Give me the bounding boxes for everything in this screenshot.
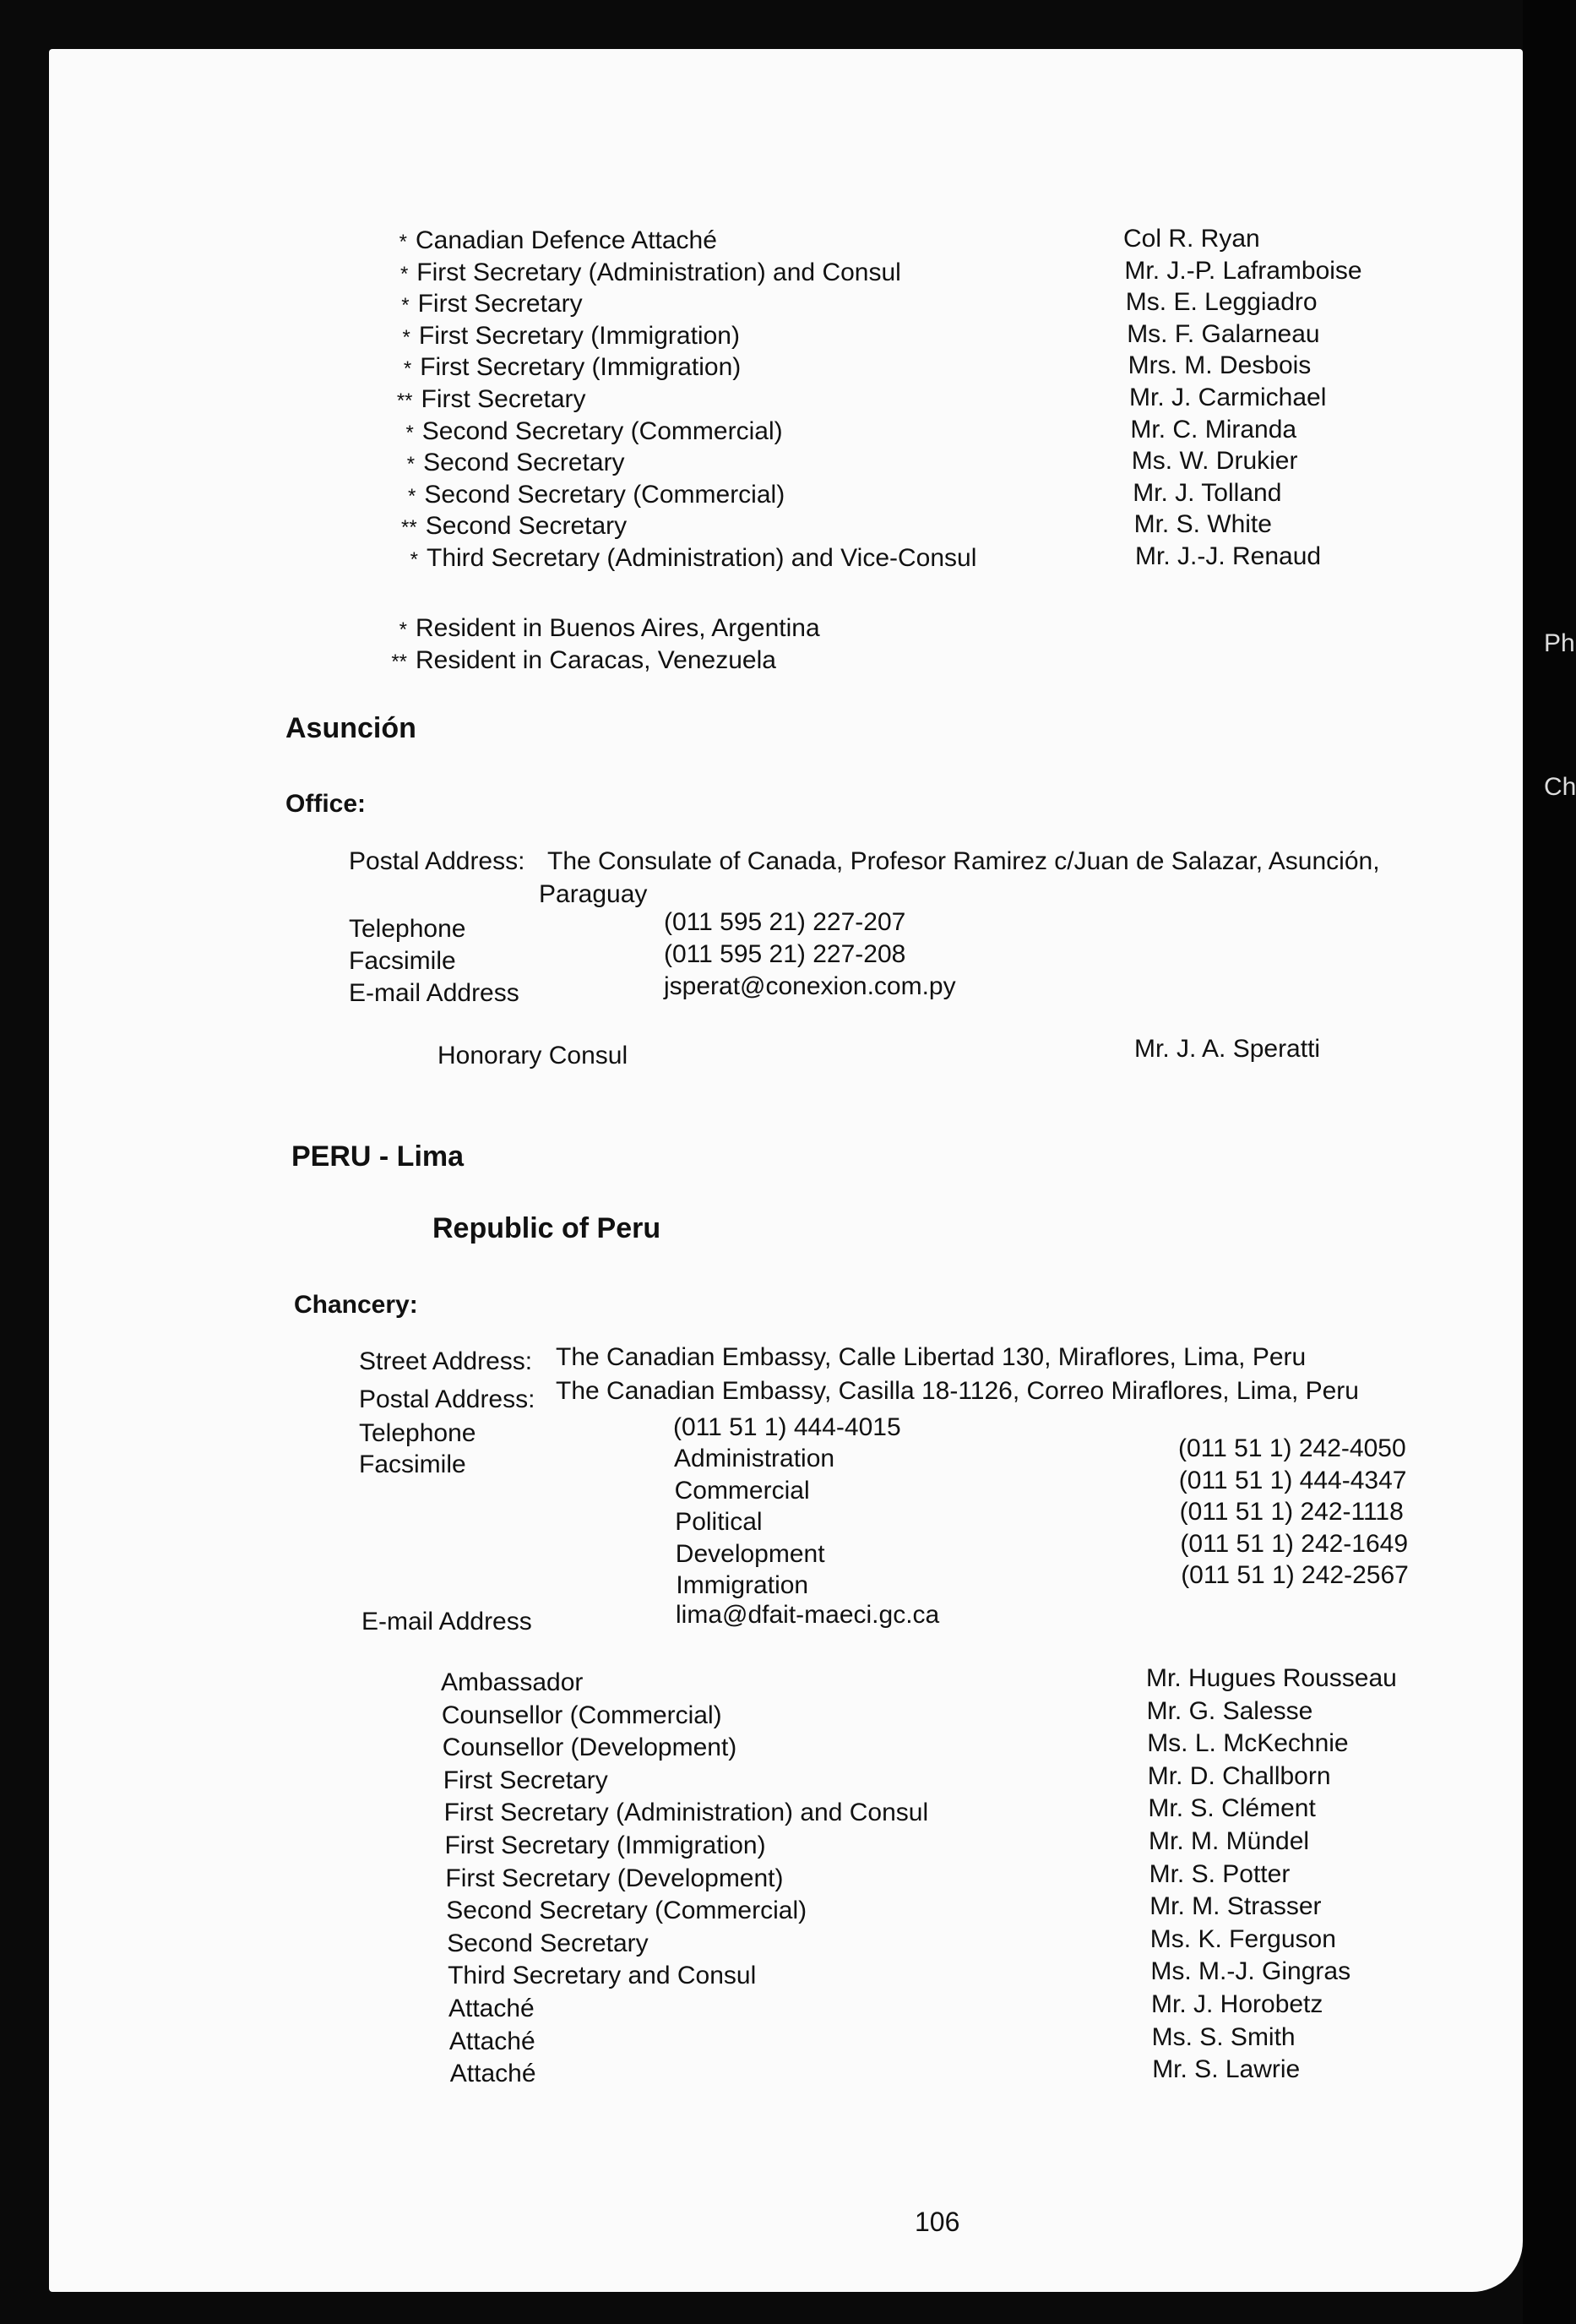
staff-title: Second Secretary (Commercial) [421, 416, 783, 445]
staff-name: Mr. J.-P. Laframboise [1124, 256, 1362, 285]
subheading-republic: Republic of Peru [432, 1212, 661, 1244]
footnote-text: Resident in Buenos Aires, Argentina [416, 614, 820, 642]
staff-name: Col R. Ryan [1123, 225, 1260, 253]
staff-mark: * [402, 325, 410, 349]
staff-name: Mr. D. Challborn [1147, 1761, 1331, 1790]
staff-name: Ms. K. Ferguson [1149, 1924, 1336, 1953]
staff-row [363, 226, 717, 255]
staff-row [374, 544, 976, 573]
staff-name: Mr. S. Potter [1149, 1859, 1291, 1888]
staff-name: Mr. Hugues Rousseau [1146, 1664, 1397, 1692]
staff-title: Second Secretary (Commercial) [446, 1897, 807, 1925]
staff-name: Mr. S. White [1133, 510, 1272, 539]
footnote-text: Resident in Caracas, Venezuela [416, 646, 776, 674]
fax-number: (011 51 1) 444-4347 [1178, 1466, 1407, 1494]
asuncion-consul-name: Mr. J. A. Speratti [1134, 1035, 1321, 1063]
staff-name: Ms. W. Drukier [1131, 447, 1298, 476]
staff-title: First Secretary [417, 290, 583, 318]
fax-dept: Commercial [674, 1476, 810, 1505]
staff-mark: * [403, 357, 412, 381]
fax-dept: Administration [674, 1445, 835, 1472]
asuncion-telephone: (011 595 21) 227-207 [664, 908, 906, 936]
fax-dept: Political [675, 1508, 763, 1536]
asuncion-email-label: E-mail Address [349, 979, 519, 1007]
staff-name: Mr. S. Lawrie [1152, 2055, 1301, 2084]
section-heading-asuncion: Asunción [285, 712, 416, 744]
asuncion-telephone-label: Telephone [349, 915, 466, 943]
staff-title: Attaché [448, 1995, 535, 2022]
staff-mark: * [408, 484, 416, 508]
staff-title: Third Secretary and Consul [448, 1962, 757, 1990]
fax-number: (011 51 1) 242-2567 [1181, 1561, 1409, 1589]
staff-title: First Secretary (Administration) and Consul [416, 258, 901, 286]
staff-name: Mr. M. Strasser [1149, 1892, 1322, 1921]
fax-dept: Development [675, 1539, 825, 1568]
asuncion-email: jsperat@conexion.com.py [664, 972, 956, 1000]
peru-street: The Canadian Embassy, Calle Libertad 130, Miraflores, Lima, Peru [556, 1343, 1307, 1371]
asuncion-postal-line2: Paraguay [539, 880, 648, 908]
staff-name: Mr. J. Tolland [1133, 478, 1282, 507]
peru-telephone-label: Telephone [359, 1419, 476, 1447]
staff-row [364, 259, 901, 287]
staff-name: Mr. J. Horobetz [1151, 1990, 1323, 2018]
staff-title: Counsellor (Development) [442, 1733, 737, 1762]
staff-name: Mr. G. Salesse [1146, 1696, 1313, 1725]
staff-name: Ms. L. McKechnie [1147, 1729, 1349, 1758]
staff-mark: * [399, 231, 407, 253]
peru-email: lima@dfait-maeci.gc.ca [676, 1601, 940, 1629]
footnote-mark: ** [391, 650, 407, 673]
staff-name: Mr. M. Mündel [1149, 1827, 1310, 1855]
page-number: 106 [915, 2207, 960, 2237]
staff-mark: ** [396, 389, 413, 412]
asuncion-postal-line1: The Consulate of Canada, Profesor Ramirez c/Juan de Salazar, Asunción, [547, 847, 1380, 875]
staff-row [366, 290, 583, 318]
fax-number: (011 51 1) 242-1649 [1180, 1529, 1409, 1558]
staff-name: Ms. S. Smith [1151, 2022, 1296, 2051]
staff-title: Second Secretary (Commercial) [424, 480, 785, 509]
fax-number: (011 51 1) 242-4050 [1178, 1434, 1406, 1462]
staff-name: Mr. S. Clément [1148, 1794, 1316, 1823]
staff-row [369, 385, 586, 414]
fax-dept: Immigration [676, 1571, 809, 1599]
staff-mark: * [399, 262, 409, 286]
staff-mark: * [410, 548, 418, 571]
staff-title: First Secretary (Immigration) [420, 353, 742, 382]
staff-name: Mr. C. Miranda [1130, 415, 1297, 444]
staff-mark: * [406, 453, 416, 476]
staff-title: First Secretary (Administration) and Consul [443, 1799, 929, 1827]
chancery-label: Chancery: [294, 1291, 418, 1319]
staff-title: Second Secretary [425, 512, 628, 541]
peru-email-label: E-mail Address [361, 1608, 532, 1636]
staff-title: First Secretary [443, 1766, 608, 1794]
staff-name: Ms. E. Leggiadro [1125, 288, 1318, 317]
staff-row [370, 417, 783, 446]
edge-fragment-ch: Ch [1544, 773, 1576, 801]
staff-mark: * [401, 294, 410, 318]
asuncion-fax: (011 595 21) 227-208 [664, 940, 906, 968]
footnote-buenos-aires [363, 614, 820, 643]
staff-row [371, 449, 624, 477]
peru-postal-label: Postal Address: [359, 1385, 535, 1413]
staff-name: Mrs. M. Desbois [1128, 351, 1312, 380]
staff-name: Mr. J. Carmichael [1129, 384, 1327, 411]
staff-row [373, 512, 627, 541]
staff-row [367, 322, 740, 351]
asuncion-fax-label: Facsimile [349, 947, 456, 975]
page-edge-shadow [1523, 0, 1570, 2324]
peru-telephone: (011 51 1) 444-4015 [673, 1413, 901, 1441]
staff-title: Attaché [449, 2060, 536, 2088]
staff-name: Ms. M.-J. Gingras [1150, 1957, 1351, 1986]
asuncion-postal-label: Postal Address: [349, 847, 525, 875]
staff-title: First Secretary [421, 385, 586, 413]
footnote-caracas [363, 646, 776, 675]
staff-title: Attaché [448, 2027, 535, 2055]
peru-street-label: Street Address: [359, 1347, 533, 1375]
staff-title: Counsellor (Commercial) [441, 1701, 722, 1729]
staff-title: Ambassador [441, 1668, 584, 1696]
peru-fax-label: Facsimile [359, 1450, 466, 1478]
staff-title: Canadian Defence Attaché [416, 226, 717, 254]
edge-fragment-ph: Ph [1544, 629, 1575, 657]
staff-row [367, 353, 741, 382]
staff-row [372, 481, 785, 509]
staff-title: Second Secretary [447, 1929, 649, 1957]
asuncion-consul-title: Honorary Consul [437, 1042, 628, 1069]
staff-title: Third Secretary (Administration) and Vice-Consul [427, 544, 977, 572]
staff-title: Second Secretary [423, 449, 625, 477]
staff-mark: ** [401, 516, 417, 540]
staff-title: First Secretary (Immigration) [418, 321, 740, 350]
section-heading-peru: PERU - Lima [291, 1140, 465, 1173]
staff-mark: * [405, 421, 414, 444]
footnote-mark: * [399, 618, 407, 641]
staff-name: Mr. J.-J. Renaud [1135, 542, 1322, 570]
staff-name: Ms. F. Galarneau [1127, 319, 1320, 348]
staff-title: First Secretary (Development) [445, 1864, 784, 1892]
peru-postal: The Canadian Embassy, Casilla 18-1126, Correo Miraflores, Lima, Peru [556, 1377, 1359, 1405]
office-label: Office: [285, 790, 367, 818]
fax-number: (011 51 1) 242-1118 [1179, 1498, 1404, 1526]
staff-title: First Secretary (Immigration) [444, 1831, 766, 1859]
